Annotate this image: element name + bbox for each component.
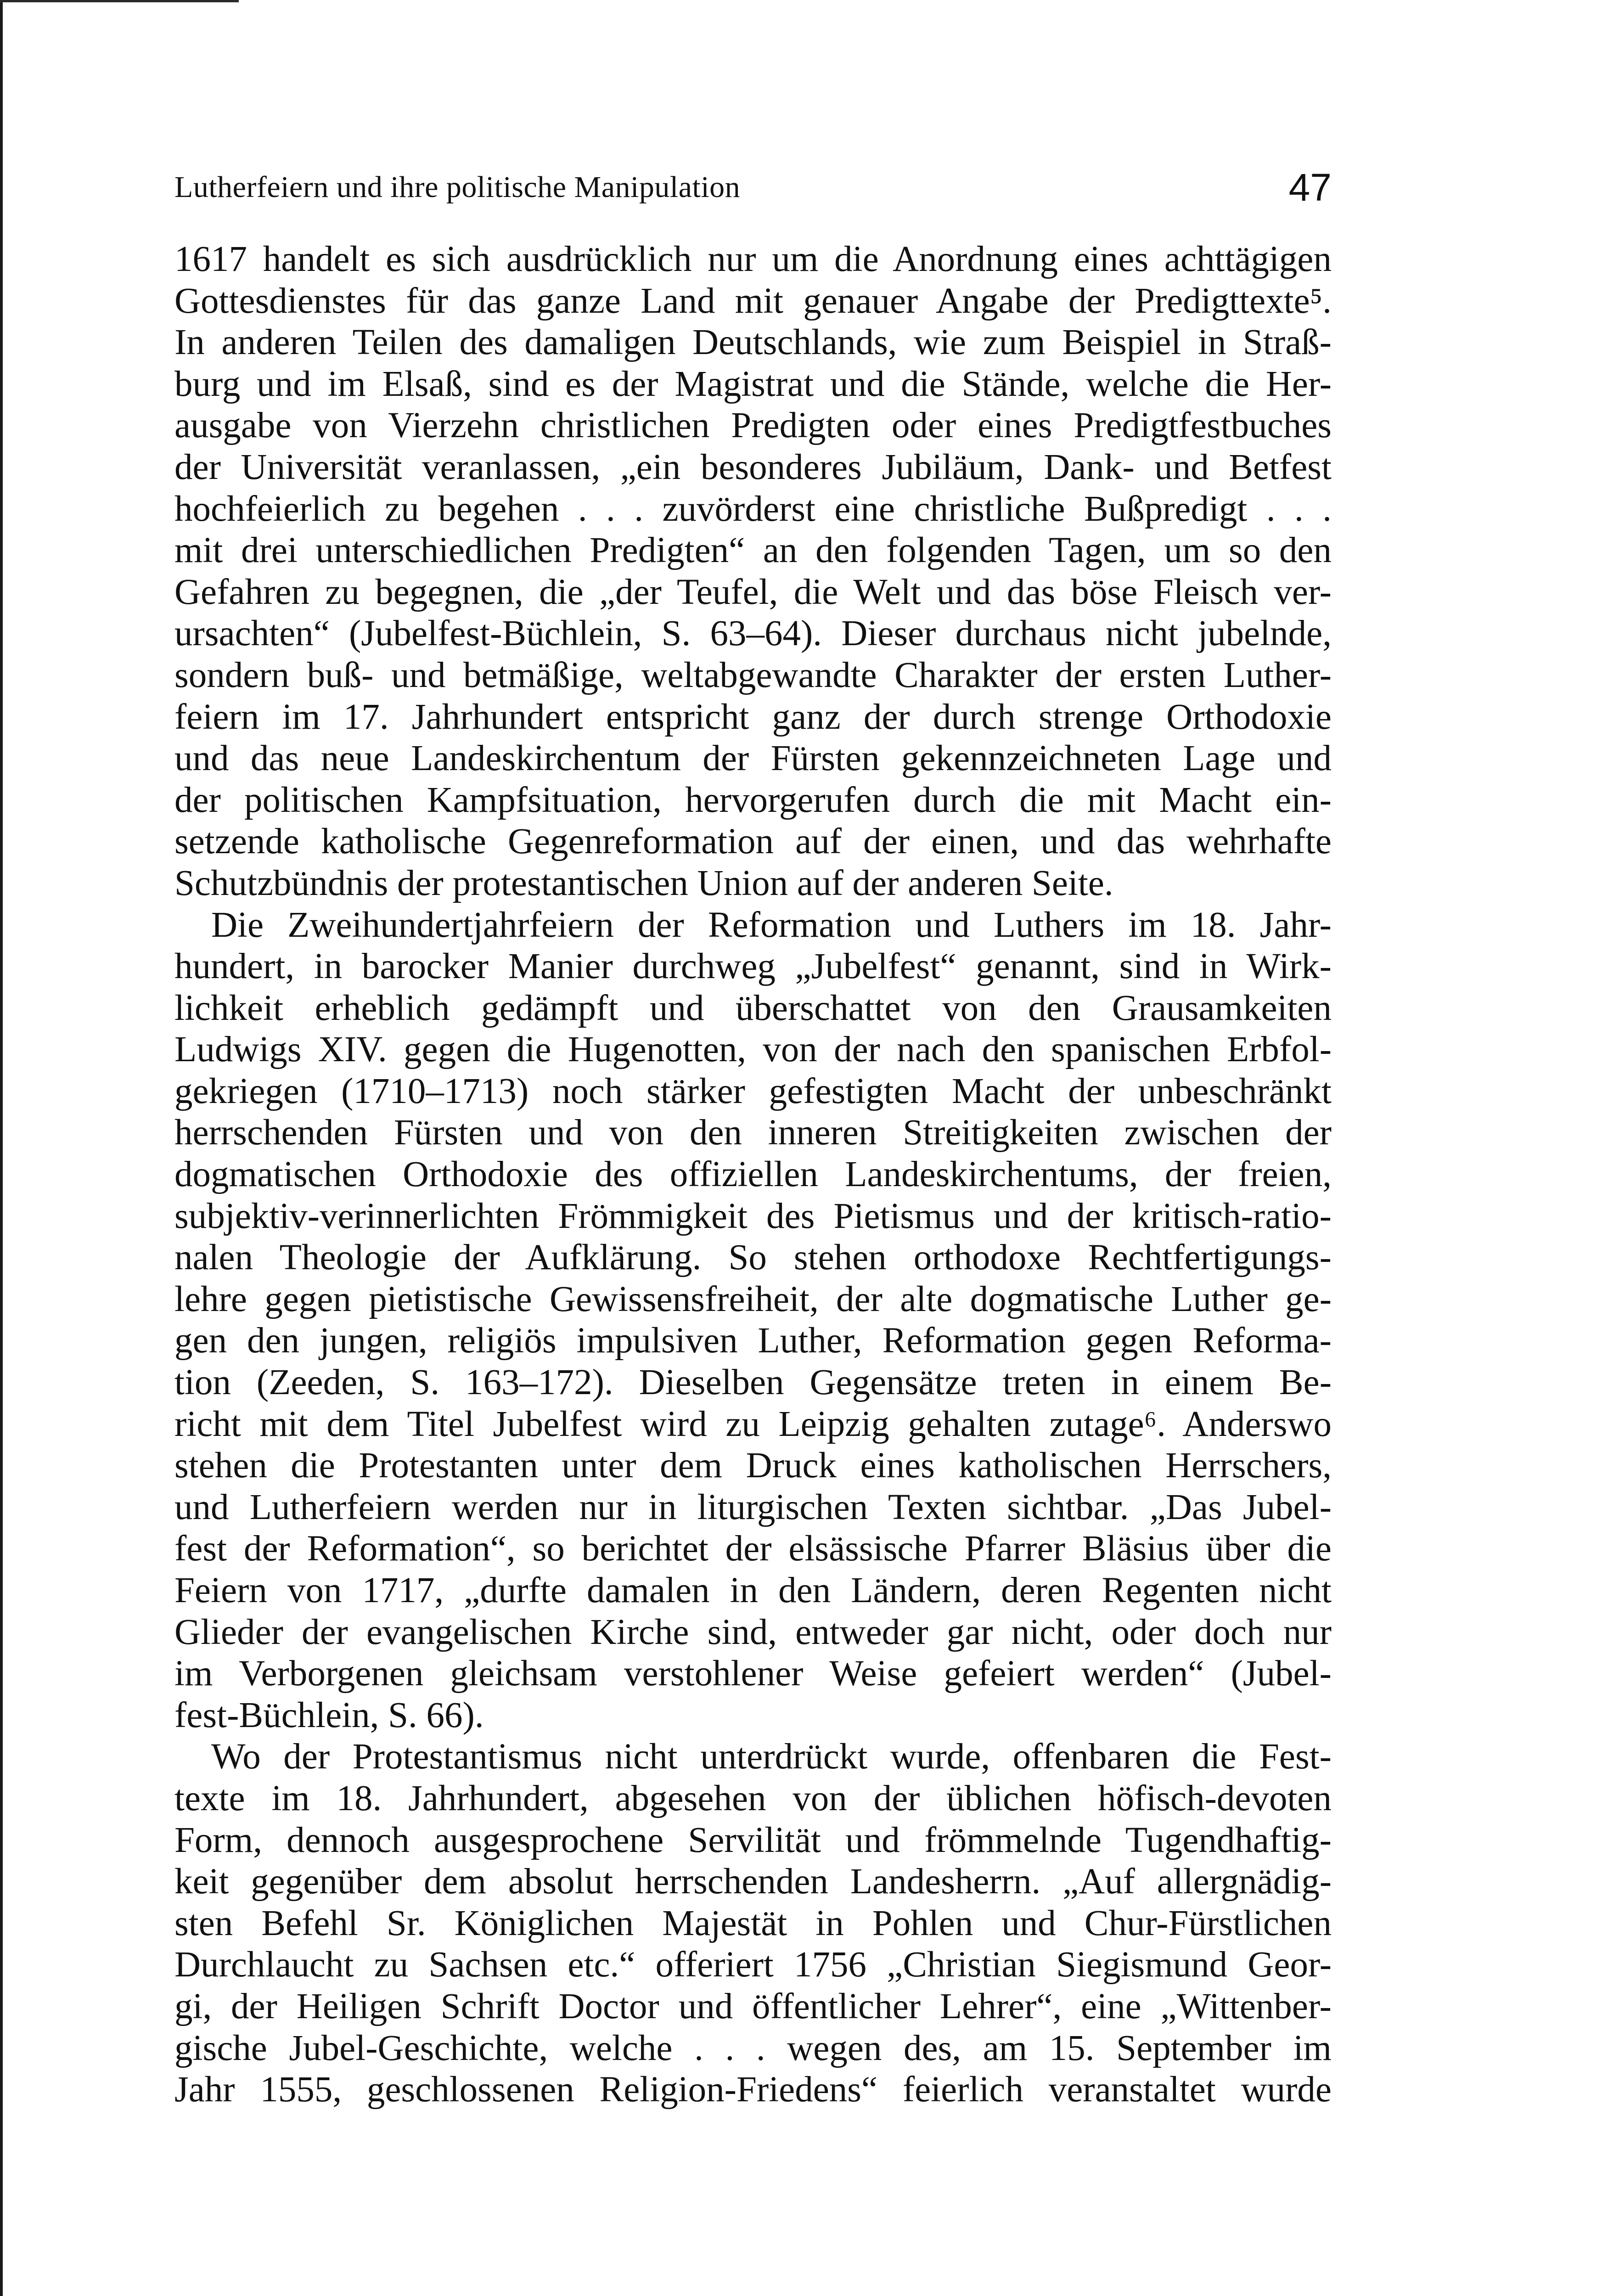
text-line: Wo der Protestantismus nicht unterdrückt wurde, offenbaren die Fest- [211, 1737, 1332, 1777]
text-line: nalen Theologie der Aufklärung. So stehen orthodoxe Rechtfertigungs- [174, 1238, 1332, 1278]
text-line: Glieder der evangelischen Kirche sind, entweder gar nicht, oder doch nur [174, 1612, 1332, 1652]
text-line: texte im 18. Jahrhundert, abgesehen von der üblichen höfisch-devoten [174, 1778, 1332, 1818]
text-line: gische Jubel-Geschichte, welche . . . wegen des, am 15. September im [174, 2028, 1332, 2068]
text-line: ursachten“ (Jubelfest-Büchlein, S. 63–64). Dieser durchaus nicht jubelnde, [174, 613, 1332, 654]
text-line: stehen die Protestanten unter dem Druck eines katholischen Herrschers, [174, 1446, 1332, 1486]
text-line: hochfeierlich zu begehen . . . zuvörderst eine christliche Bußpredigt . . . [174, 489, 1332, 529]
text-line: und Lutherfeiern werden nur in liturgischen Texten sichtbar. „Das Jubel- [174, 1487, 1332, 1527]
text-line: dogmatischen Orthodoxie des offiziellen Landeskirchentums, der freien, [174, 1154, 1332, 1195]
text-line: 1617 handelt es sich ausdrücklich nur um die Anordnung eines achttägigen [174, 239, 1332, 279]
text-line: Jahr 1555, geschlossenen Religion-Friedens“ feierlich veranstaltet wurde [174, 2070, 1332, 2110]
text-line: sondern buß- und betmäßige, weltabgewandte Charakter der ersten Luther- [174, 655, 1332, 695]
text-line: Gottesdienstes für das ganze Land mit genauer Angabe der Predigttexte⁵. [174, 281, 1332, 321]
text-line: Durchlaucht zu Sachsen etc.“ offeriert 1756 „Christian Siegismund Geor- [174, 1945, 1332, 1985]
text-line: setzende katholische Gegenreformation auf der einen, und das wehrhafte [174, 822, 1332, 862]
scan-border-left [0, 0, 3, 2296]
text-line: ausgabe von Vierzehn christlichen Predigten oder eines Predigtfestbuches [174, 405, 1332, 446]
text-line: und das neue Landeskirchentum der Fürsten gekennzeichneten Lage und [174, 738, 1332, 779]
text-line: In anderen Teilen des damaligen Deutschlands, wie zum Beispiel in Straß- [174, 322, 1332, 363]
text-line: Gefahren zu begegnen, die „der Teufel, die Welt und das böse Fleisch ver- [174, 572, 1332, 612]
text-line: Schutzbündnis der protestantischen Union auf der anderen Seite. [174, 863, 1113, 903]
page-number: 47 [1288, 166, 1332, 209]
page-header [174, 165, 1332, 220]
running-title: Lutherfeiern und ihre politische Manipulation [174, 170, 741, 204]
text-line: fest-Büchlein, S. 66). [174, 1695, 484, 1735]
scan-border-top [0, 0, 239, 2]
text-line: feiern im 17. Jahrhundert entspricht ganz der durch strenge Orthodoxie [174, 697, 1332, 737]
text-line: burg und im Elsaß, sind es der Magistrat und die Stände, welche die Her- [174, 364, 1332, 404]
text-line: Form, dennoch ausgesprochene Servilität und frömmelnde Tugendhaftig- [174, 1820, 1332, 1860]
body-text [174, 239, 1332, 2111]
text-line: keit gegenüber dem absolut herrschenden Landesherrn. „Auf allergnädig- [174, 1862, 1332, 1902]
text-line: tion (Zeeden, S. 163–172). Dieselben Gegensätze treten in einem Be- [174, 1362, 1332, 1403]
text-line: im Verborgenen gleichsam verstohlener Weise gefeiert werden“ (Jubel- [174, 1654, 1332, 1694]
text-line: Feiern von 1717, „durfte damalen in den Ländern, deren Regenten nicht [174, 1570, 1332, 1610]
text-line: hundert, in barocker Manier durchweg „Jubelfest“ genannt, sind in Wirk- [174, 946, 1332, 987]
text-line: fest der Reformation“, so berichtet der elsässische Pfarrer Bläsius über die [174, 1529, 1332, 1569]
text-line: der politischen Kampfsituation, hervorgerufen durch die mit Macht ein- [174, 780, 1332, 820]
text-line: richt mit dem Titel Jubelfest wird zu Leipzig gehalten zutage⁶. Anderswo [174, 1404, 1332, 1444]
text-line: sten Befehl Sr. Königlichen Majestät in Pohlen und Chur-Fürstlichen [174, 1903, 1332, 1943]
text-line: der Universität veranlassen, „ein besonderes Jubiläum, Dank- und Betfest [174, 447, 1332, 487]
text-line: gen den jungen, religiös impulsiven Luther, Reformation gegen Reforma- [174, 1321, 1332, 1361]
text-line: mit drei unterschiedlichen Predigten“ an den folgenden Tagen, um so den [174, 530, 1332, 571]
text-line: gekriegen (1710–1713) noch stärker gefestigten Macht der unbeschränkt [174, 1071, 1332, 1111]
text-line: Ludwigs XIV. gegen die Hugenotten, von der nach den spanischen Erbfol- [174, 1030, 1332, 1070]
text-line: herrschenden Fürsten und von den inneren Streitigkeiten zwischen der [174, 1113, 1332, 1153]
text-line: Die Zweihundertjahrfeiern der Reformation und Luthers im 18. Jahr- [211, 905, 1332, 945]
text-line: gi, der Heiligen Schrift Doctor und öffentlicher Lehrer“, eine „Wittenber- [174, 1986, 1332, 2026]
text-line: lehre gegen pietistische Gewissensfreiheit, der alte dogmatische Luther ge- [174, 1279, 1332, 1319]
text-line: lichkeit erheblich gedämpft und überschattet von den Grausamkeiten [174, 988, 1332, 1028]
text-line: subjektiv-verinnerlichten Frömmigkeit des Pietismus und der kritisch-ratio- [174, 1196, 1332, 1236]
